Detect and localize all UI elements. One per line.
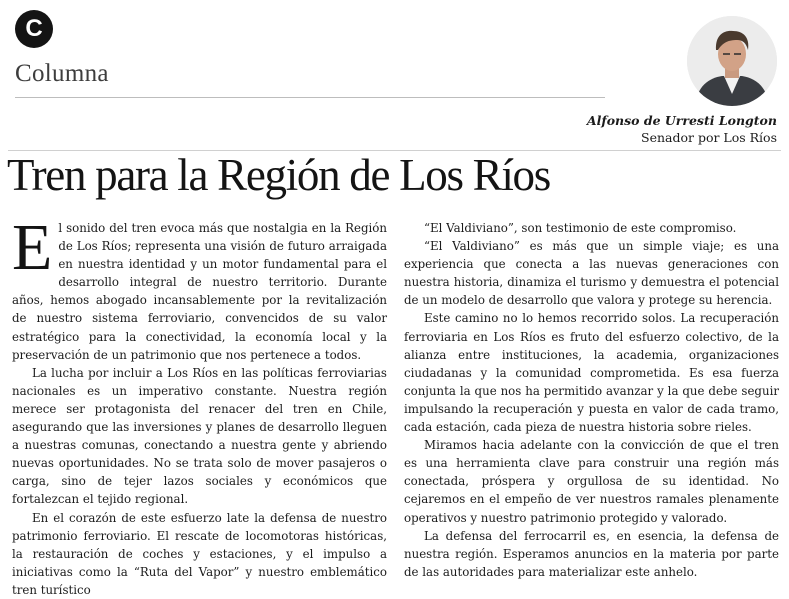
article-column-left xyxy=(12,211,387,599)
article-paragraph: Miramos hacia adelante con la convicción de que el tren es una herramienta clave para construir una región más conectada, próspera y orgullosa de su identidad. No cejaremos en el empeño de ver nuestros ramales plenamente operativos y nuestro patrimonio protegido y valorado. xyxy=(404,438,779,525)
top-divider xyxy=(15,97,605,98)
author-byline xyxy=(587,112,777,146)
drop-cap: E xyxy=(12,211,53,284)
article-paragraph: “El Valdiviano” es más que un simple viaje; es una experiencia que conecta a las nuevas generaciones con nuestra historia, dinamiza el turismo y demuestra el potencial de un modelo de desarrollo que valora y protege su herencia. xyxy=(404,239,779,308)
article-paragraph: En el corazón de este esfuerzo late la defensa de nuestro patrimonio ferroviario. El rescate de locomotoras históricas, la restauración de coches y estaciones, y el impulso a iniciativas como la “Ruta del Vapor” y nuestro emblemático tren turístico xyxy=(12,510,387,597)
article-paragraph: La defensa del ferrocarril es, en esencia, la defensa de nuestra región. Esperamos anuncios en la materia por parte de las autoridades para materializar este anhelo. xyxy=(404,528,779,579)
author-photo xyxy=(687,16,777,106)
article-paragraph: La lucha por incluir a Los Ríos en las políticas ferroviarias nacionales es un imperativo constante. Nuestra región merece ser protagonista del renacer del tren en Chile, asegurando que las inversiones y planes de desarrollo lleguen a nuestras comunas, conectando a nuestra gente y abriendo nuevas oportunidades. No se trata solo de mover pasajeros o carga, sino de tejer lazos sociales y económicos que fortalezcan el tejido regional. xyxy=(12,365,387,507)
paragraph-text: l sonido del tren evoca más que nostalgia en la Región de Los Ríos; representa una visión de futuro arraigada en nuestra identidad y un motor fundamental para el desarrollo integral de nuestro territorio. Durante años, hemos abogado incansablemente por la revitalización de nuestro sistema ferroviario, convencidos de su valor estratégico para la conectividad, la economía local y la preservación de un patrimonio que nos pertenece a todos. xyxy=(12,221,387,362)
author-role: Senador por Los Ríos xyxy=(641,130,777,145)
author-name: Alfonso de Urresti Longton xyxy=(586,113,777,128)
author-portrait-icon xyxy=(687,16,777,106)
column-badge: C xyxy=(15,10,53,48)
section-label: Columna xyxy=(15,60,109,87)
article-paragraph: “El Valdiviano”, son testimonio de este compromiso. xyxy=(424,221,737,235)
article-headline: Tren para la Región de Los Ríos xyxy=(7,150,550,200)
article-paragraph: Este camino no lo hemos recorrido solos. La recuperación ferroviaria en Los Ríos es fruto del esfuerzo colectivo, de la alianza entre instituciones, la academia, organizaciones ciudadanas y la comunidad comprometida. Es esa fuerza conjunta la que nos ha permitido avanzar y la que debe seguir impulsando la recuperación y puesta en valor de cada tramo, cada estación, cada pieza de nuestra historia sobre rieles. xyxy=(404,311,779,435)
article-paragraph xyxy=(12,211,387,364)
article-column-right xyxy=(404,219,779,581)
